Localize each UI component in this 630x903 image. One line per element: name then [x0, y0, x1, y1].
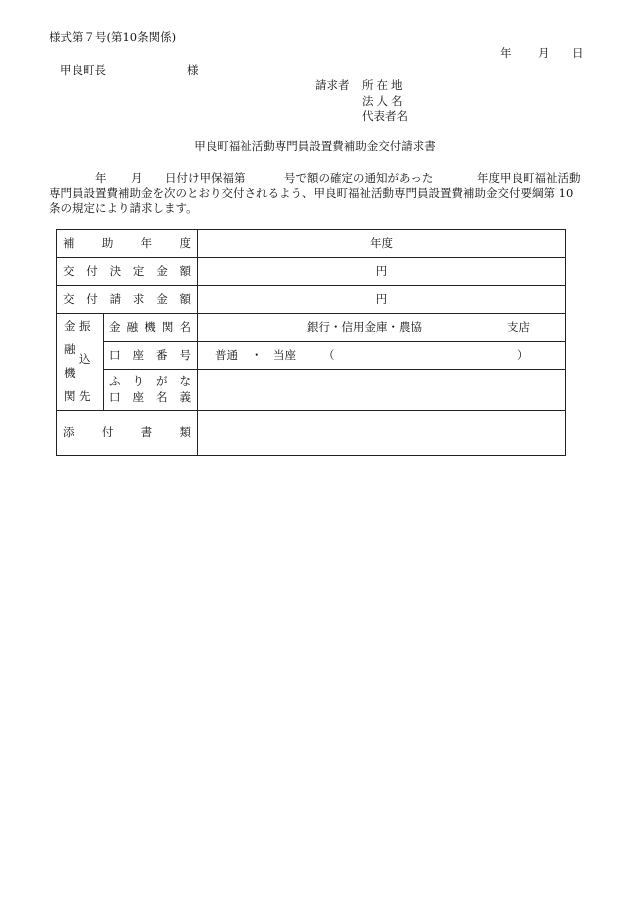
requester-label: 請求者 — [315, 78, 350, 92]
label-char: な — [179, 374, 191, 388]
label-char: 金 — [156, 292, 168, 306]
label-char: 度 — [179, 236, 191, 250]
bank-group-saki: 先 — [79, 389, 91, 403]
body-text — [49, 171, 584, 216]
label-char: り — [132, 374, 144, 388]
label-char: ふ — [109, 374, 121, 388]
requested-amount-value[interactable]: 円 — [375, 292, 388, 306]
label-char: 金 — [109, 320, 121, 334]
requester-corporation-label: 法人名 — [362, 94, 406, 108]
label-char: 額 — [179, 264, 191, 278]
table-rule — [57, 313, 565, 314]
label-char: 名 — [156, 390, 168, 404]
institution-type-text[interactable]: 銀行・信用金庫・農協 — [307, 320, 422, 334]
body-line-3 — [49, 201, 584, 216]
account-number-field[interactable] — [341, 344, 511, 366]
label-char: 付 — [101, 425, 114, 439]
account-type-regular[interactable]: 普通 — [215, 348, 238, 362]
bank-group-komi: 込 — [79, 352, 91, 366]
label-char: 額 — [179, 292, 191, 306]
account-type-current[interactable]: 当座 — [273, 348, 296, 362]
form-number: 様式第７号(第10条関係) — [49, 30, 177, 44]
holder-name-field[interactable] — [199, 371, 563, 408]
request-form-table — [56, 229, 566, 456]
institution-branch-text[interactable]: 支店 — [507, 320, 530, 334]
label-char: 求 — [132, 292, 145, 306]
fiscal-year-value[interactable]: 年度 — [370, 236, 393, 250]
document-title: 甲良町福祉活動専門員設置費補助金交付請求書 — [194, 139, 436, 153]
body-year: 年 — [95, 171, 107, 185]
label-char: 名 — [179, 320, 191, 334]
label-char: 金 — [156, 264, 168, 278]
table-rule — [103, 369, 565, 370]
label-char: 添 — [63, 425, 75, 439]
account-paren-open: （ — [323, 348, 335, 362]
bank-group-kan: 関 — [64, 389, 76, 403]
label-char: 融 — [126, 320, 139, 334]
bank-group-yu: 融 — [64, 342, 76, 356]
holder-furigana-label — [109, 376, 191, 388]
label-char: 口 — [109, 390, 121, 404]
table-rule — [103, 341, 565, 342]
bank-group-kin: 金 — [64, 319, 76, 333]
table-rule — [57, 285, 565, 286]
body-number-ref: 号で額の確定の通知があった — [284, 171, 434, 185]
body-line-2-text: 専門員設置費補助金を次のとおり交付されるよう、甲良町福祉活動専門員設置費補助金交付要綱第 10 — [49, 186, 574, 200]
label-char: 座 — [132, 390, 144, 404]
label-char: 義 — [179, 390, 191, 404]
table-rule — [57, 257, 565, 258]
label-char: 号 — [179, 348, 191, 362]
decided-amount-value[interactable]: 円 — [375, 264, 388, 278]
label-char: 定 — [132, 264, 145, 278]
table-divider-bank — [103, 314, 104, 411]
addressee-suffix: 様 — [187, 63, 199, 77]
label-char: 書 — [140, 425, 153, 439]
label-char: 関 — [161, 320, 174, 334]
label-char: 決 — [109, 264, 122, 278]
label-char: 請 — [109, 292, 122, 306]
label-char: 付 — [86, 292, 98, 306]
date-year: 年 — [500, 46, 512, 60]
attachments-field[interactable] — [199, 412, 563, 453]
body-date-ref: 日付け甲保福第 — [165, 171, 246, 185]
label-char: 交 — [63, 292, 75, 306]
bank-group-furi: 振 — [79, 319, 91, 333]
fiscal-year-label — [63, 238, 191, 250]
body-fiscal-ref: 年度甲良町福祉活動 — [477, 171, 581, 185]
label-char: 機 — [144, 320, 156, 334]
account-number-label — [109, 350, 191, 362]
account-paren-close: ） — [517, 348, 529, 362]
requested-amount-label — [63, 294, 191, 306]
label-char: 座 — [132, 348, 144, 362]
requester-address-label: 所在地 — [362, 78, 406, 92]
bank-group-ki: 機 — [64, 366, 76, 380]
table-rule — [57, 410, 565, 411]
label-char: 付 — [86, 264, 98, 278]
label-char: 類 — [179, 425, 191, 439]
label-char: 年 — [140, 236, 153, 250]
decided-amount-label — [63, 266, 191, 278]
requester-representative-label: 代表者名 — [362, 109, 408, 123]
table-divider-main — [197, 230, 198, 455]
attachments-label — [63, 427, 191, 439]
label-char: が — [156, 374, 168, 388]
body-line-1 — [49, 171, 584, 186]
institution-name-label — [109, 322, 191, 334]
label-char: 番 — [156, 348, 168, 362]
addressee: 甲良町長 — [60, 63, 106, 77]
label-char: 交 — [63, 264, 75, 278]
body-line-2 — [49, 186, 584, 201]
date-day: 日 — [572, 46, 584, 60]
body-line-3-text: 条の規定により請求します。 — [49, 201, 198, 215]
holder-name-label — [109, 392, 191, 404]
account-type-separator: ・ — [251, 348, 263, 362]
label-char: 口 — [109, 348, 121, 362]
date-month: 月 — [538, 46, 550, 60]
label-char: 助 — [101, 236, 114, 250]
body-month: 月 — [131, 171, 143, 185]
label-char: 補 — [63, 236, 75, 250]
